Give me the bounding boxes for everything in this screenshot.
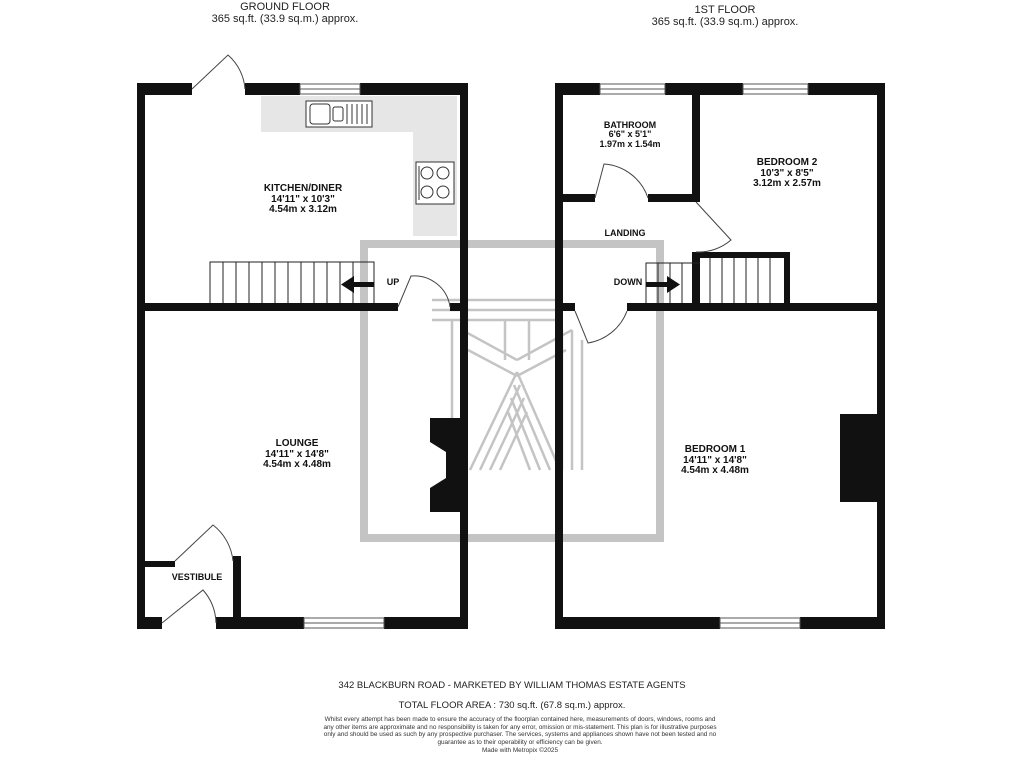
ground-floor-heading [190, 2, 380, 25]
first-floor-title: 1ST FLOOR [694, 4, 756, 16]
window-icon [300, 84, 384, 628]
credit-text: Made with Metropix ©2025 [481, 746, 559, 754]
disclaimer [320, 716, 720, 754]
room-dimensions-metric: 3.12m x 2.57m [753, 178, 821, 189]
sink-icon [306, 101, 372, 127]
watermark-logo [364, 244, 660, 538]
stair-arrow-icon [341, 276, 374, 293]
bedroom-1-label [640, 445, 790, 477]
room-dimensions-imperial: 14'11" x 14'8" [265, 448, 329, 460]
ground-floor-plan [137, 55, 468, 629]
stair-down-label: DOWN [613, 277, 643, 287]
disclaimer-text: Whilst every attempt has been made to ensure the accuracy of the floorplan contained here, measurements of doors, windows, rooms and any other items are approximate and no responsibility is taken for any error, omission or mis-statement. This plan is for illustrative purposes only and should be used as such by any prospective purchaser. The services, systems and appliances shown have not been tested and no guarantee as to their operability or efficiency can be given. [323, 716, 717, 747]
room-name: BEDROOM 2 [756, 157, 818, 168]
room-name: KITCHEN/DINER [263, 183, 343, 194]
first-floor-area: 365 sq.ft. (33.9 sq.m.) approx. [651, 15, 799, 28]
stair-up-label: UP [386, 277, 400, 287]
vestibule-label: VESTIBULE [171, 572, 223, 582]
landing-label: LANDING [604, 228, 646, 238]
room-dimensions-imperial: 14'11" x 10'3" [271, 193, 335, 205]
lounge-door-icon [175, 525, 233, 561]
front-door-icon [162, 590, 216, 623]
room-dimensions-metric: 4.54m x 4.48m [263, 459, 331, 470]
hob-icon [416, 162, 454, 204]
lounge-label [222, 439, 372, 471]
bedroom-1-door-icon [575, 311, 627, 343]
bathroom-label [575, 121, 685, 149]
room-dimensions-imperial: 6'6" x 5'1" [608, 129, 652, 140]
first-floor-heading [620, 5, 830, 28]
room-name: BATHROOM [603, 120, 657, 130]
bathroom-door-icon [595, 164, 648, 198]
room-dimensions-imperial: 14'11" x 14'8" [683, 454, 747, 466]
room-dimensions-metric: 4.54m x 3.12m [269, 204, 337, 215]
kitchen-door-icon [398, 276, 450, 307]
total-floor-area: TOTAL FLOOR AREA : 730 sq.ft. (67.8 sq.m.) approx. [398, 700, 626, 711]
room-name: BEDROOM 1 [684, 444, 746, 455]
stairs-icon [646, 258, 770, 303]
room-dimensions-metric: 1.97m x 1.54m [599, 138, 661, 149]
bedroom-2-label [722, 158, 852, 190]
ground-floor-title: GROUND FLOOR [240, 1, 330, 13]
ground-floor-area: 365 sq.ft. (33.9 sq.m.) approx. [211, 12, 359, 25]
back-door-icon [192, 55, 245, 89]
kitchen-diner-label [228, 184, 378, 216]
room-dimensions-imperial: 10'3" x 8'5" [760, 167, 814, 179]
bedroom-2-door-icon [696, 202, 731, 252]
room-name: LOUNGE [275, 438, 319, 449]
room-dimensions-metric: 4.54m x 4.48m [681, 465, 749, 476]
property-address: 342 BLACKBURN ROAD - MARKETED BY WILLIAM THOMAS ESTATE AGENTS [338, 680, 686, 691]
